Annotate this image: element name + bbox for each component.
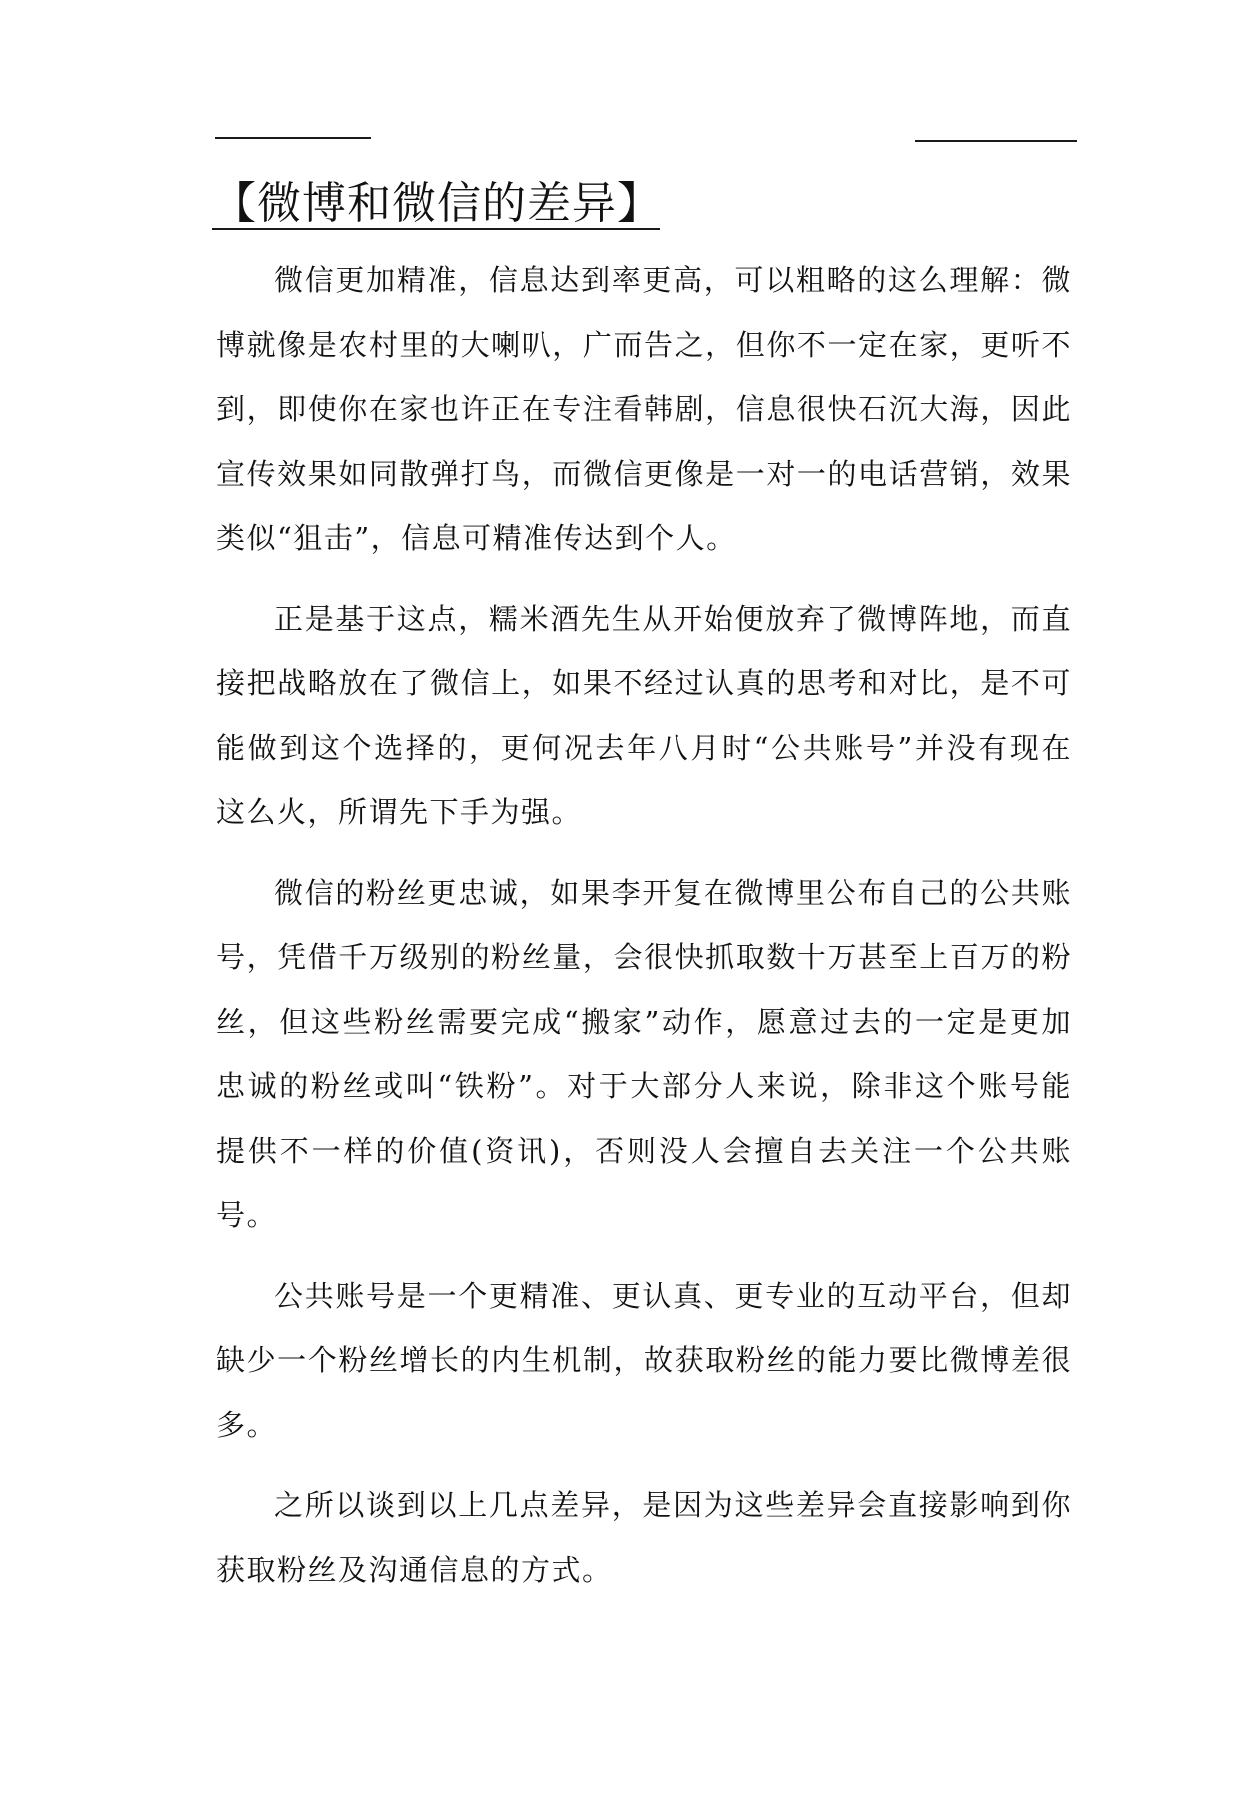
paragraph-3: 微信的粉丝更忠诚，如果李开复在微博里公布自己的公共账号，凭借千万级别的粉丝量，会很快抓取数十万甚至上百万的粉丝，但这些粉丝需要完成“搬家”动作，愿意过去的一定是更加忠诚的粉丝或叫“铁粉”。对于大部分人来说，除非这个账号能提供不一样的价值(资讯)，否则没人会擅自去关注一个公共账号。 [216, 875, 1072, 1232]
paragraph-4: 公共账号是一个更精准、更认真、更专业的互动平台，但却缺少一个粉丝增长的内生机制，故获取粉丝的能力要比微博差很多。 [216, 1278, 1072, 1442]
header-rule-left [215, 137, 371, 139]
section-heading: 【微博和微信的差异】 [212, 178, 662, 229]
header-rule-right [915, 140, 1077, 142]
heading-underline [212, 228, 660, 230]
body-text [216, 248, 1072, 1618]
paragraph-5: 之所以谈到以上几点差异，是因为这些差异会直接影响到你获取粉丝及沟通信息的方式。 [216, 1488, 1072, 1587]
paragraph-2: 正是基于这点，糯米酒先生从开始便放弃了微博阵地，而直接把战略放在了微信上，如果不经过认真的思考和对比，是不可能做到这个选择的，更何况去年八月时“公共账号”并没有现在这么火，所谓先下手为强。 [216, 601, 1072, 829]
paragraph-1: 微信更加精准，信息达到率更高，可以粗略的这么理解：微博就像是农村里的大喇叭，广而告之，但你不一定在家，更听不到，即使你在家也许正在专注看韩剧，信息很快石沉大海，因此宣传效果如同散弹打鸟，而微信更像是一对一的电话营销，效果类似“狙击”，信息可精准传达到个人。 [216, 263, 1072, 555]
